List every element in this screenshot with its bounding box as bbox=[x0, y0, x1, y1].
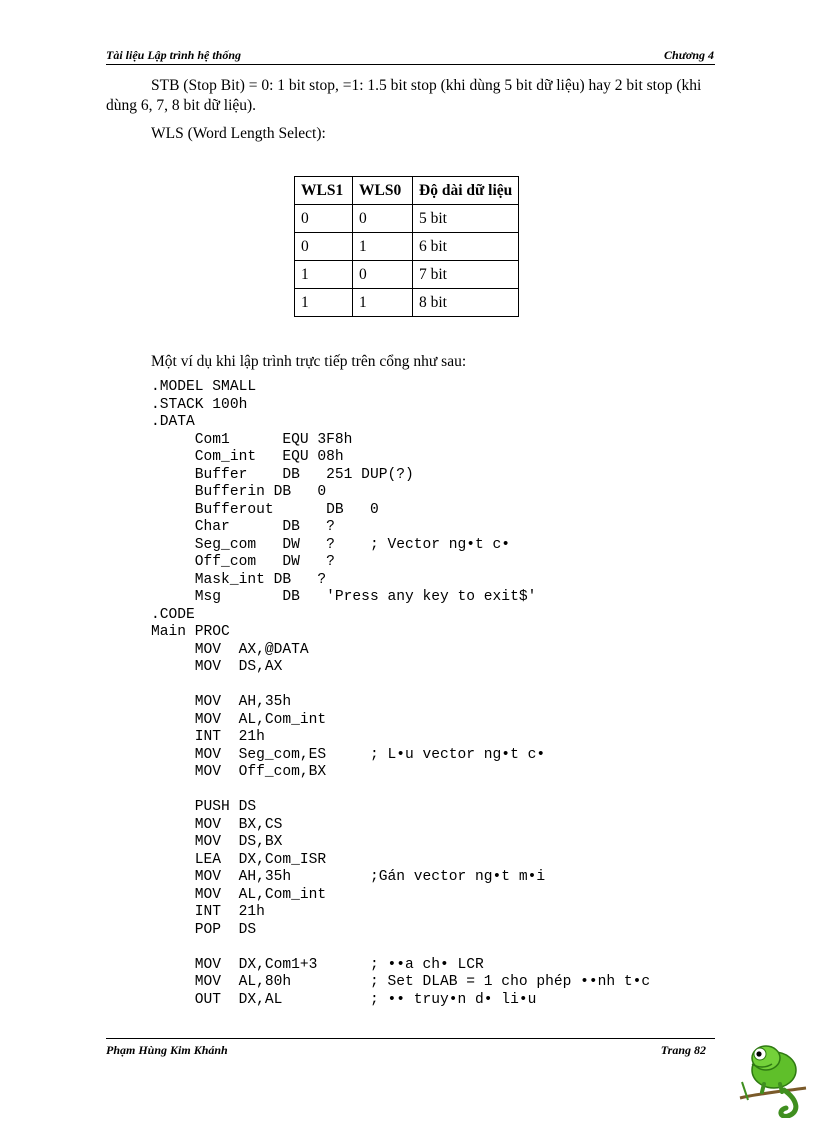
table-row bbox=[295, 289, 519, 317]
code-line: Bufferin DB 0 bbox=[151, 484, 327, 500]
footer-page-number: Trang 82 bbox=[660, 1043, 706, 1057]
table-row bbox=[295, 205, 519, 233]
code-line bbox=[151, 677, 650, 695]
code-line: .STACK 100h bbox=[151, 396, 248, 413]
code-line: MOV BX,CS bbox=[151, 816, 283, 833]
table-cell: 0 bbox=[353, 205, 413, 233]
table-header-wls1: WLS1 bbox=[295, 177, 353, 205]
header-doc-title: Tài liệu Lập trình hệ thống bbox=[106, 48, 242, 62]
code-line bbox=[151, 782, 650, 800]
code-line: MOV DS,AX bbox=[151, 659, 283, 675]
code-line: MOV AL,Com_int bbox=[151, 886, 327, 903]
code-line: Main PROC bbox=[151, 624, 230, 640]
code-line: INT 21h bbox=[151, 904, 265, 920]
header-divider bbox=[106, 64, 715, 65]
table-header-length: Độ dài dữ liệu bbox=[413, 177, 519, 205]
code-line: PUSH DS bbox=[151, 799, 257, 815]
example-intro: Một ví dụ khi lập trình trực tiếp trên cổng như sau: bbox=[151, 353, 467, 370]
table-cell: 6 bit bbox=[413, 233, 519, 261]
page-footer bbox=[106, 1043, 706, 1061]
code-line: .MODEL SMALL bbox=[151, 379, 257, 395]
code-line: Bufferout DB 0 bbox=[151, 501, 379, 518]
code-line: Com1 EQU 3F8h bbox=[151, 431, 353, 448]
table-cell: 8 bit bbox=[413, 289, 519, 317]
code-line: INT 21h bbox=[151, 729, 265, 745]
code-line: MOV AL,Com_int bbox=[151, 711, 327, 728]
code-line: MOV Seg_com,ES ; L•u vector ng•t c• bbox=[151, 746, 546, 763]
header-chapter: Chương 4 bbox=[664, 48, 714, 62]
code-line: POP DS bbox=[151, 921, 257, 938]
wls-table bbox=[294, 176, 519, 317]
code-line: MOV Off_com,BX bbox=[151, 764, 327, 780]
code-line: MOV AH,35h ;Gán vector ng•t m•i bbox=[151, 869, 546, 885]
code-line bbox=[151, 939, 650, 957]
code-line: .DATA bbox=[151, 414, 195, 430]
code-line: Msg DB 'Press any key to exit$' bbox=[151, 589, 537, 605]
code-line: MOV AL,80h ; Set DLAB = 1 cho phép ••nh t•c bbox=[151, 974, 651, 990]
code-line: OUT DX,AL ; •• truy•n d• li•u bbox=[151, 991, 537, 1008]
page-header bbox=[106, 46, 714, 64]
footer-author: Phạm Hùng Kim Khánh bbox=[106, 1043, 228, 1057]
chameleon-icon bbox=[736, 1028, 810, 1118]
table-cell: 1 bbox=[295, 289, 353, 317]
table-row bbox=[295, 261, 519, 289]
code-line: MOV DS,BX bbox=[151, 834, 283, 850]
code-line: MOV AX,@DATA bbox=[151, 641, 309, 658]
assembly-code-block bbox=[151, 379, 650, 1009]
code-line: Buffer DB 251 DUP(?) bbox=[151, 466, 414, 483]
code-line: Com_int EQU 08h bbox=[151, 449, 344, 465]
stop-bit-paragraph: STB (Stop Bit) = 0: 1 bit stop, =1: 1.5 bit stop (khi dùng 5 bit dữ liệu) hay 2 bit stop (khi dùng 6, 7, 8 bit dữ liệu). bbox=[106, 77, 702, 114]
code-line: Mask_int DB ? bbox=[151, 571, 327, 588]
table-header-row bbox=[295, 177, 519, 205]
code-line: Char DB ? bbox=[151, 519, 335, 535]
table-row bbox=[295, 233, 519, 261]
code-line: Off_com DW ? bbox=[151, 554, 335, 570]
code-line: .CODE bbox=[151, 606, 195, 623]
table-cell: 0 bbox=[295, 205, 353, 233]
code-line: Seg_com DW ? ; Vector ng•t c• bbox=[151, 536, 511, 553]
code-line: MOV DX,Com1+3 ; ••a ch• LCR bbox=[151, 956, 484, 973]
code-line: LEA DX,Com_ISR bbox=[151, 851, 327, 868]
code-line: MOV AH,35h bbox=[151, 694, 292, 710]
table-cell: 0 bbox=[295, 233, 353, 261]
table-header-wls0: WLS0 bbox=[353, 177, 413, 205]
wls-heading: WLS (Word Length Select): bbox=[151, 125, 326, 142]
table-cell: 1 bbox=[295, 261, 353, 289]
table-cell: 1 bbox=[353, 233, 413, 261]
footer-divider bbox=[106, 1038, 715, 1039]
table-cell: 1 bbox=[353, 289, 413, 317]
table-cell: 7 bit bbox=[413, 261, 519, 289]
table-cell: 5 bit bbox=[413, 205, 519, 233]
table-cell: 0 bbox=[353, 261, 413, 289]
